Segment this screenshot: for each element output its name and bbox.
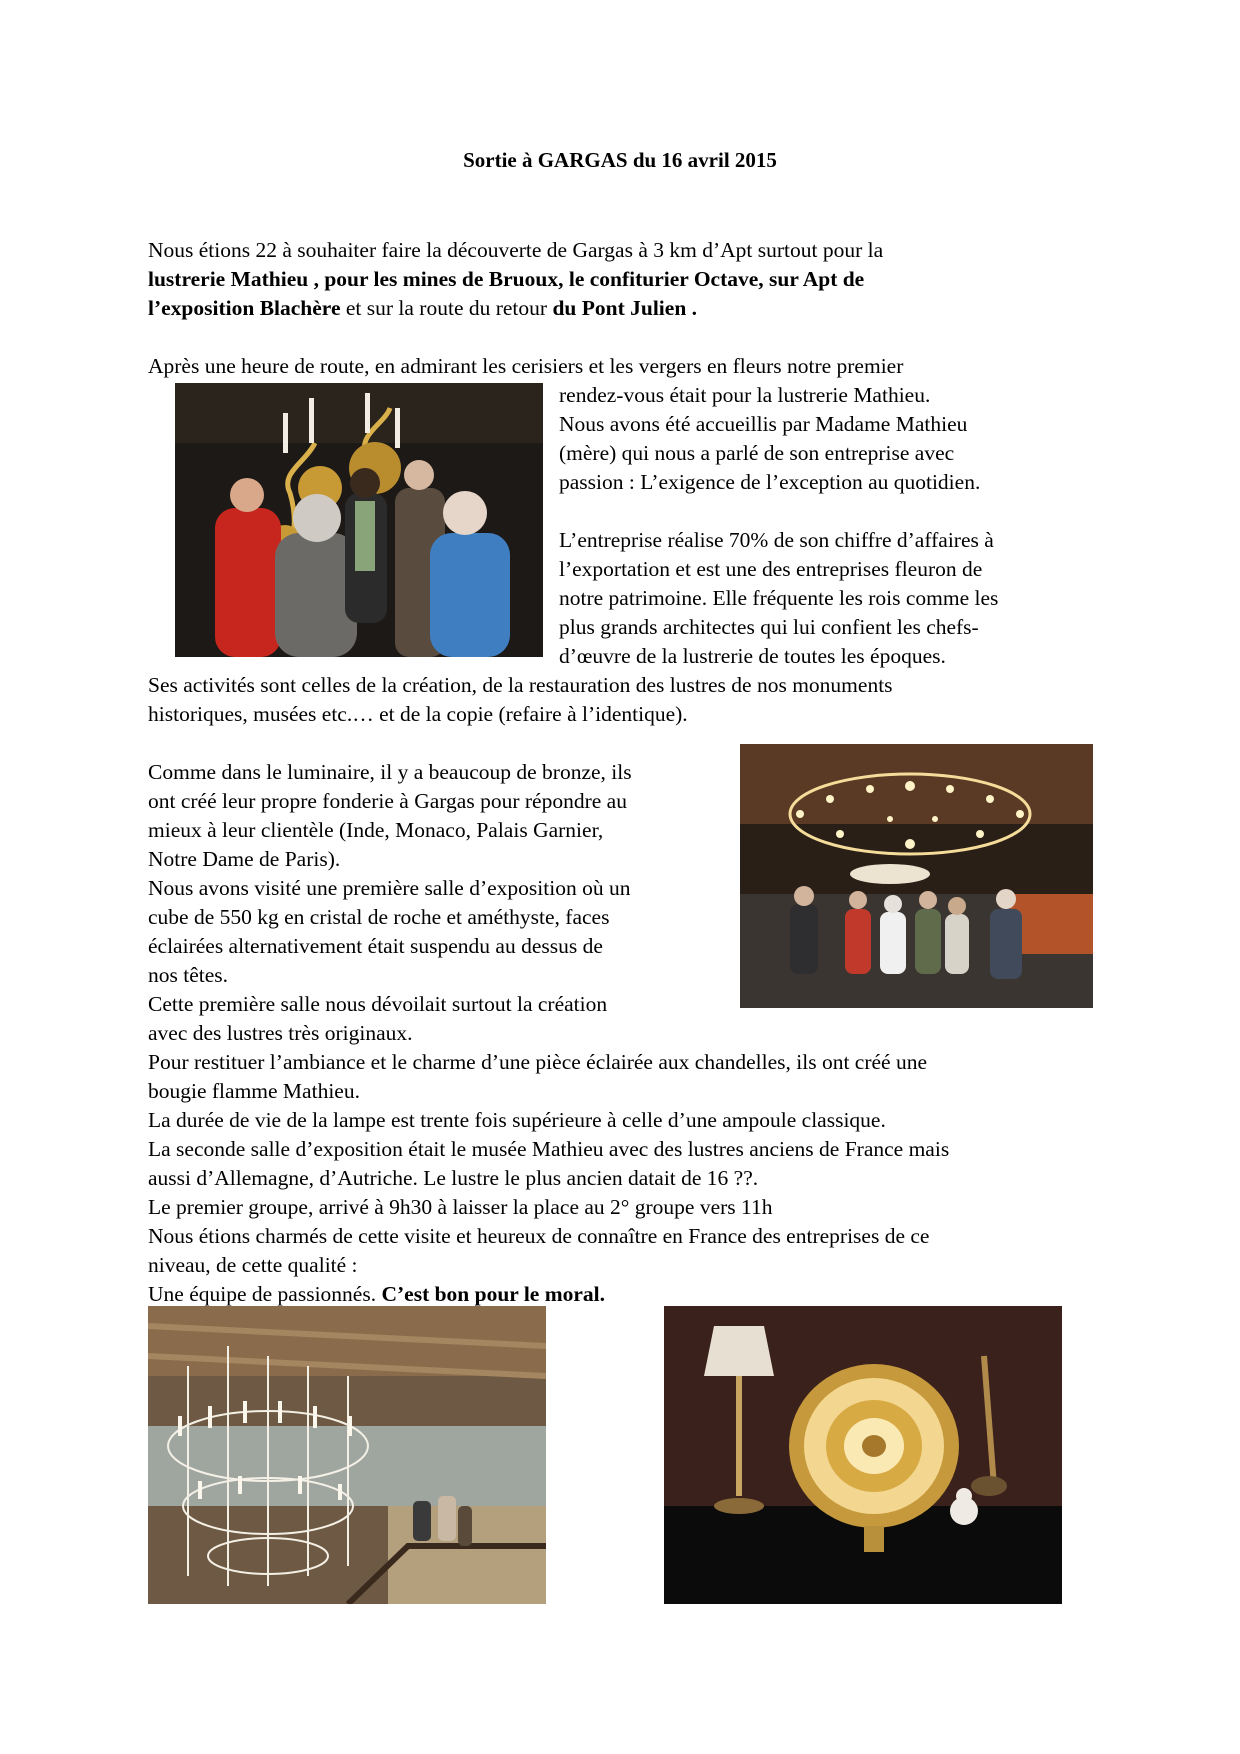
p5-bold-moral: C’est bon pour le moral. [381,1282,606,1306]
p5-line-1: Pour restituer l’ambiance et le charme d’une pièce éclairée aux chandelles, ils ont créé une [148,1050,927,1074]
p1-line-4: (mère) qui nous a parlé de son entreprise avec [559,441,955,465]
p4-line-5: Nous avons visité une première salle d’exposition où un [148,876,631,900]
p5-line-2: bougie flamme Mathieu. [148,1079,360,1103]
intro-text: et sur la route du retour [340,296,553,320]
p2-line-3: notre patrimoine. Elle fréquente les rois comme les [559,586,999,610]
p1-line-3: Nous avons été accueillis par Madame Mathieu [559,412,968,436]
p1-line-2: rendez-vous était pour la lustrerie Mathieu. [559,383,931,407]
p4-line-8: nos têtes. [148,963,229,987]
paragraph-candle [148,1048,949,1309]
p1-line-1: Après une heure de route, en admirant les cerisiers et les vergers en fleurs notre premier [148,354,904,378]
p5-line-8: niveau, de cette qualité : [148,1253,358,1277]
p5-line-9 [148,1280,949,1309]
p1-line-5: passion : L’exigence de l’exception au quotidien. [559,470,981,494]
intro-bold-text: lustrerie Mathieu , pour les mines de Bruoux, le confiturier Octave, sur Apt de [148,267,865,291]
p2-line-1: L’entreprise réalise 70% de son chiffre d’affaires à [559,528,994,552]
p2-line-2: l’exportation et est une des entreprises fleuron de [559,557,983,581]
p4-line-10: avec des lustres très originaux. [148,1021,413,1045]
intro-line-3 [148,294,883,323]
paragraph-arrival [148,352,903,381]
p3-line-2: historiques, musées etc.… et de la copie (refaire à l’identique). [148,702,688,726]
p4-line-9: Cette première salle nous dévoilait surtout la création [148,992,608,1016]
intro-paragraph [148,236,883,323]
p5-text: Une équipe de passionnés. [148,1282,382,1306]
paragraph-foundry [148,758,632,1048]
p4-line-3: mieux à leur clientèle (Inde, Monaco, Palais Garnier, [148,818,604,842]
page-title: Sortie à GARGAS du 16 avril 2015 [463,148,777,172]
p4-line-4: Notre Dame de Paris). [148,847,341,871]
paragraph-company [559,526,998,671]
p4-line-6: cube de 550 kg en cristal de roche et améthyste, faces [148,905,610,929]
intro-line-1: Nous étions 22 à souhaiter faire la découverte de Gargas à 3 km d’Apt surtout pour la [148,238,884,262]
photo-visitors-candelabra [175,383,543,657]
p4-line-2: ont créé leur propre fonderie à Gargas pour répondre au [148,789,627,813]
paragraph-activities [148,671,893,729]
p4-line-1: Comme dans le luminaire, il y a beaucoup de bronze, ils [148,760,632,784]
p3-line-1: Ses activités sont celles de la création, de la restauration des lustres de nos monuments [148,673,893,697]
p2-line-4: plus grands architectes qui lui confient les chefs- [559,615,979,639]
photo-exhibition-hall [740,744,1093,1008]
paragraph-welcome [559,381,980,497]
p5-line-7: Nous étions charmés de cette visite et heureux de connaître en France des entreprises de ce [148,1224,930,1248]
p5-line-5: aussi d’Allemagne, d’Autriche. Le lustre le plus ancien datait de 16 ??. [148,1166,759,1190]
p2-line-5: d’œuvre de la lustrerie de toutes les époques. [559,644,946,668]
p5-line-6: Le premier groupe, arrivé à 9h30 à laisser la place au 2° groupe vers 11h [148,1195,773,1219]
intro-line-2 [148,265,883,294]
photo-crystal-chandelier [148,1306,546,1604]
p5-line-3: La durée de vie de la lampe est trente fois supérieure à celle d’une ampoule classique. [148,1108,886,1132]
p5-line-4: La seconde salle d’exposition était le musée Mathieu avec des lustres anciens de France mais [148,1137,950,1161]
p4-line-7: éclairées alternativement était suspendu au dessus de [148,934,603,958]
intro-bold-exposition: l’exposition Blachère [148,296,341,320]
intro-bold-pont: du Pont Julien . [552,296,698,320]
photo-luminous-sculpture [664,1306,1062,1604]
